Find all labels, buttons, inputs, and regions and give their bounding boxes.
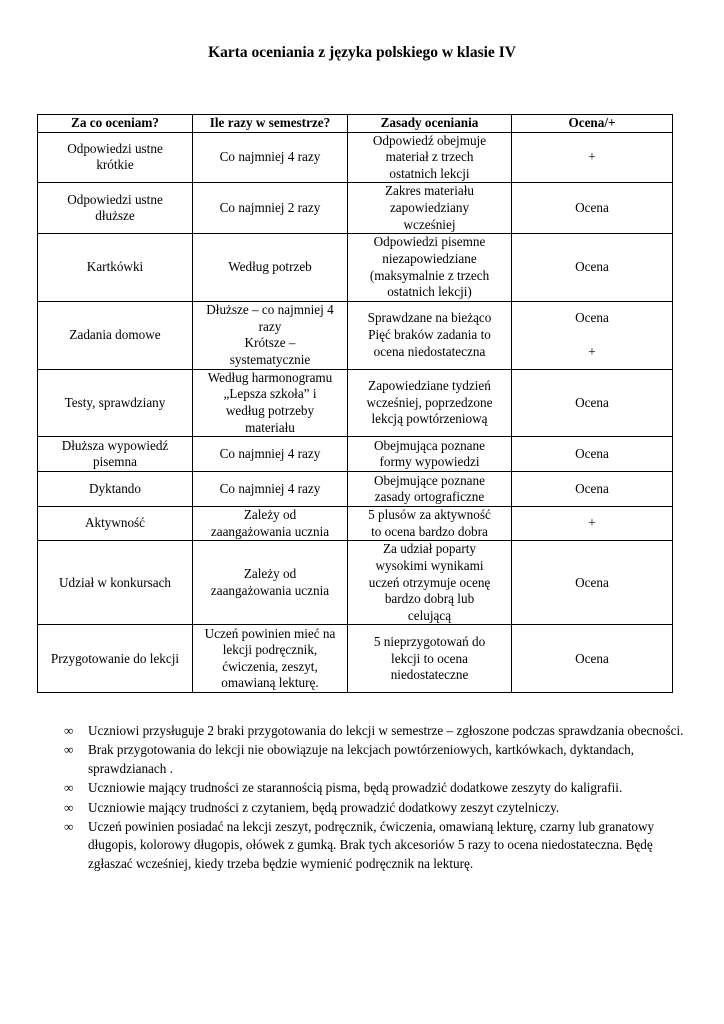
header-how-often: Ile razy w semestrze? [193, 115, 348, 133]
infinity-bullet-icon: ∞ [64, 723, 74, 738]
cell-how-often: Według harmonogramu „Lepsza szkoła” i według potrzeby materiału [207, 369, 333, 435]
header-what: Za co oceniam? [38, 115, 193, 133]
cell-rules: Odpowiedź obejmuje materiał z trzech ostatnich lekcji [372, 132, 487, 181]
infinity-bullet-icon: ∞ [64, 742, 74, 758]
cell-what: Przygotowanie do lekcji [50, 650, 180, 666]
note-text: Brak przygotowania do lekcji nie obowiązuje na lekcjach powtórzeniowych, kartkówkach, dyktandach, sprawdzianach . [88, 742, 634, 776]
cell-what: Kartkówki [86, 259, 144, 275]
grading-table [37, 114, 673, 693]
table-row [38, 472, 673, 507]
cell-grade: + [588, 149, 596, 165]
cell-rules: Odpowiedzi pisemne niezapowiedziane (maksymalnie z trzech ostatnich lekcji) [369, 234, 490, 300]
cell-how-often: Uczeń powinien mieć na lekcji podręcznik, ćwiczenia, zeszyt, omawianą lekturę. [204, 625, 336, 691]
list-item [64, 818, 686, 873]
cell-how-often: Co najmniej 4 razy [219, 480, 321, 496]
cell-what: Odpowiedzi ustne dłuższe [67, 191, 163, 224]
cell-how-often: Co najmniej 4 razy [219, 149, 321, 165]
cell-how-often: Zależy od zaangażowania ucznia [210, 507, 330, 539]
header-grade: Ocena/+ [512, 115, 673, 133]
note-text: Uczeń powinien posiadać na lekcji zeszyt, podręcznik, ćwiczenia, omawianą lekturę, czarny lub granatowy długopis, kolorowy długopis, ołówek z gumką. Brak tych akcesoriów 5 razy to ocena niedostateczna. Będę zgłaszać wcześniej, kiedy trzeba będzie wymienić podręcznik na lekturę. [88, 819, 655, 871]
infinity-bullet-icon: ∞ [64, 819, 74, 835]
cell-how-often: Zależy od zaangażowania ucznia [210, 566, 330, 598]
table-row [38, 132, 673, 183]
cell-rules: Obejmująca poznane formy wypowiedzi [374, 437, 485, 470]
note-text: Uczniowi przysługuje 2 braki przygotowania do lekcji w semestrze – zgłoszone podczas sprawdzania obecności. [88, 723, 684, 738]
list-item [64, 799, 686, 817]
cell-how-often: Co najmniej 4 razy [219, 445, 321, 461]
infinity-bullet-icon: ∞ [64, 780, 74, 796]
cell-grade: Ocena [575, 445, 609, 461]
cell-grade: Ocena [575, 259, 609, 275]
cell-rules: Sprawdzane na bieżąco Pięć braków zadania to ocena niedostateczna [367, 310, 492, 359]
list-item [64, 741, 686, 778]
header-rules: Zasady oceniania [348, 115, 512, 133]
cell-grade: Ocena [575, 480, 609, 496]
cell-how-often: Co najmniej 2 razy [219, 200, 321, 216]
cell-rules: 5 nieprzygotowań do lekcji to ocena niedostateczne [373, 633, 486, 683]
list-item [64, 779, 686, 797]
cell-what: Dłuższa wypowiedź pisemna [61, 437, 169, 470]
cell-what: Aktywność [84, 515, 146, 531]
table-row [38, 541, 673, 625]
cell-how-often: Według potrzeb [228, 259, 312, 275]
cell-what: Dyktando [88, 480, 141, 496]
cell-grade: Ocena [575, 200, 609, 216]
document-title: Karta oceniania z języka polskiego w klasie IV [208, 44, 516, 61]
table-header-row [38, 115, 673, 133]
cell-rules: Zapowiedziane tydzień wcześniej, poprzedzone lekcją powtórzeniową [366, 378, 493, 427]
infinity-bullet-icon: ∞ [64, 799, 74, 815]
cell-rules: Obejmujące poznane zasady ortograficzne [374, 472, 485, 505]
cell-rules: Za udział poparty wysokimi wynikami uczeń otrzymuje ocenę bardzo dobrą lub celującą [368, 541, 491, 623]
notes-list [64, 722, 686, 874]
cell-what: Odpowiedzi ustne krótkie [67, 140, 163, 173]
table-row [38, 625, 673, 693]
table-row [38, 234, 673, 301]
list-item [64, 722, 686, 740]
cell-what: Zadania domowe [69, 326, 161, 342]
table-row [38, 507, 673, 541]
table-row [38, 437, 673, 472]
table-row [38, 301, 673, 369]
cell-grade: + [588, 515, 596, 531]
cell-rules: 5 plusów za aktywność to ocena bardzo dobra [368, 507, 491, 539]
cell-rules: Zakres materiału zapowiedziany wcześniej [385, 183, 474, 232]
cell-grade: Ocena [575, 650, 609, 666]
note-text: Uczniowie mający trudności ze starannością pisma, będą prowadzić dodatkowe zeszyty do kaligrafii. [88, 780, 623, 796]
cell-how-often: Dłuższe – co najmniej 4 razy Krótsze – systematycznie [206, 302, 334, 367]
cell-grade: Ocena [575, 574, 609, 590]
table-row [38, 369, 673, 436]
cell-what: Udział w konkursach [58, 574, 172, 590]
note-text: Uczniowie mający trudności z czytaniem, będą prowadzić dodatkowy zeszyt czytelniczy. [88, 799, 560, 815]
cell-grade: Ocena + [575, 310, 609, 359]
cell-grade: Ocena [575, 394, 609, 410]
cell-what: Testy, sprawdziany [64, 394, 166, 410]
table-row [38, 183, 673, 234]
